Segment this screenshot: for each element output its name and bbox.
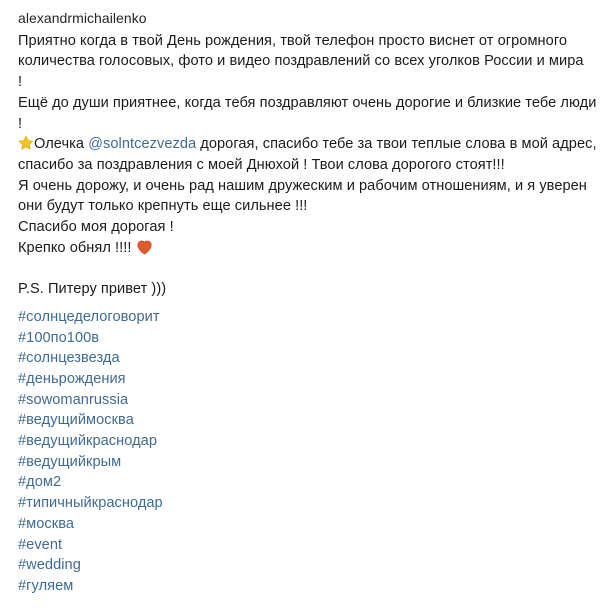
caption-line: ! <box>18 115 23 132</box>
caption-line: Ещё до души приятнее, когда тебя поздравляют очень дорогие и близкие тебе люди <box>18 94 597 111</box>
caption-line-with-mention <box>18 134 597 155</box>
hashtag-link[interactable]: #гуляем <box>18 577 74 594</box>
hashtag-link[interactable]: #дом2 <box>18 474 62 491</box>
heart-icon <box>136 239 153 255</box>
hashtag-link[interactable]: #солнцезвезда <box>18 350 120 367</box>
hashtag-link[interactable]: #event <box>18 536 63 553</box>
star-icon <box>18 135 34 151</box>
caption-line: количества голосовых, фото и видео поздравлений со всех уголков России и мира <box>18 53 584 70</box>
hashtag-link[interactable]: #sowomanrussia <box>18 391 129 408</box>
caption-line: спасибо за поздравления с моей Днюхой ! Твои слова дорогого стоят!!! <box>18 156 505 173</box>
caption-line: ! <box>18 74 23 91</box>
hashtag-link[interactable]: #ведущийкраснодар <box>18 433 157 450</box>
caption-text: Олечка <box>34 136 89 153</box>
hashtag-link[interactable]: #деньрождения <box>18 370 126 387</box>
caption-postscript: P.S. Питеру привет ))) <box>18 281 167 298</box>
blank-line <box>18 258 586 279</box>
caption-text: дорогая, спасибо тебе за твои теплые слова в мой адрес, <box>196 136 597 153</box>
hashtag-link[interactable]: #wedding <box>18 557 81 574</box>
caption-line: Я очень дорожу, и очень рад нашим дружеским и рабочим отношениям, и я уверен <box>18 177 587 194</box>
post-author-username[interactable]: alexandrmichailenko <box>18 10 147 26</box>
hashtag-link[interactable]: #солнцеделоговорит <box>18 308 160 325</box>
hashtag-link[interactable]: #ведущиймосква <box>18 412 134 429</box>
caption-text: Крепко обнял !!!! <box>18 239 136 256</box>
hashtag-link[interactable]: #100по100в <box>18 329 100 346</box>
caption-line: Спасибо моя дорогая ! <box>18 219 174 236</box>
hashtag-list <box>18 307 586 597</box>
hashtag-link[interactable]: #ведущийкрым <box>18 453 122 470</box>
caption-line: Приятно когда в твой День рождения, твой телефон просто виснет от огромного <box>18 32 568 49</box>
user-mention-link[interactable]: @solntcezvezda <box>88 136 197 153</box>
caption-line: они будут только крепнуть еще сильнее !!! <box>18 198 308 215</box>
hashtag-link[interactable]: #типичныйкраснодар <box>18 495 163 512</box>
caption-line-with-heart <box>18 238 586 259</box>
hashtag-link[interactable]: #москва <box>18 515 75 532</box>
